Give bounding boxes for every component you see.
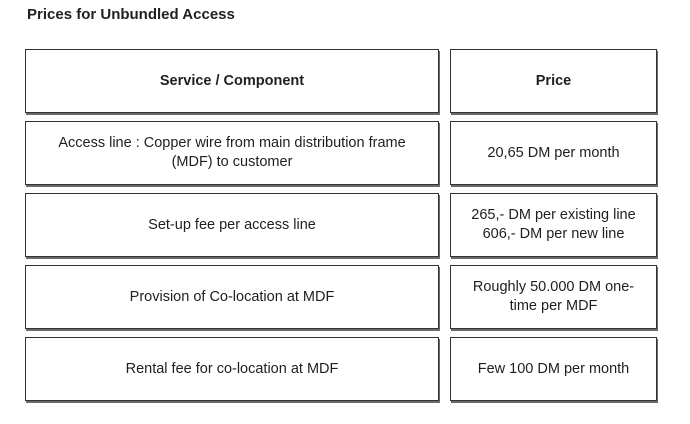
row-colocation-provision-service [25,265,439,329]
header-price-label: Price [535,72,572,89]
header-service-label: Service / Component [159,72,305,89]
price-text: 265,- DM per existing line 606,- DM per new line [471,207,636,242]
price-text: Roughly 50.000 DM one- time per MDF [472,279,635,314]
row-colocation-rental-price [450,337,657,401]
row-colocation-provision-price [450,265,657,329]
row-colocation-rental-service [25,337,439,401]
header-service-component [25,49,439,113]
header-price [450,49,657,113]
service-text: Rental fee for co-location at MDF [125,360,339,377]
service-text: Set-up fee per access line [148,216,316,233]
page-title: Prices for Unbundled Access [27,6,235,23]
row-setup-fee-service [25,193,439,257]
row-setup-fee-price [450,193,657,257]
service-text: Access line : Copper wire from main distribution frame (MDF) to customer [58,135,406,170]
service-text: Provision of Co-location at MDF [129,288,335,305]
price-text: 20,65 DM per month [487,144,620,161]
price-text: Few 100 DM per month [477,360,630,377]
row-access-line-service [25,121,439,185]
row-access-line-price [450,121,657,185]
